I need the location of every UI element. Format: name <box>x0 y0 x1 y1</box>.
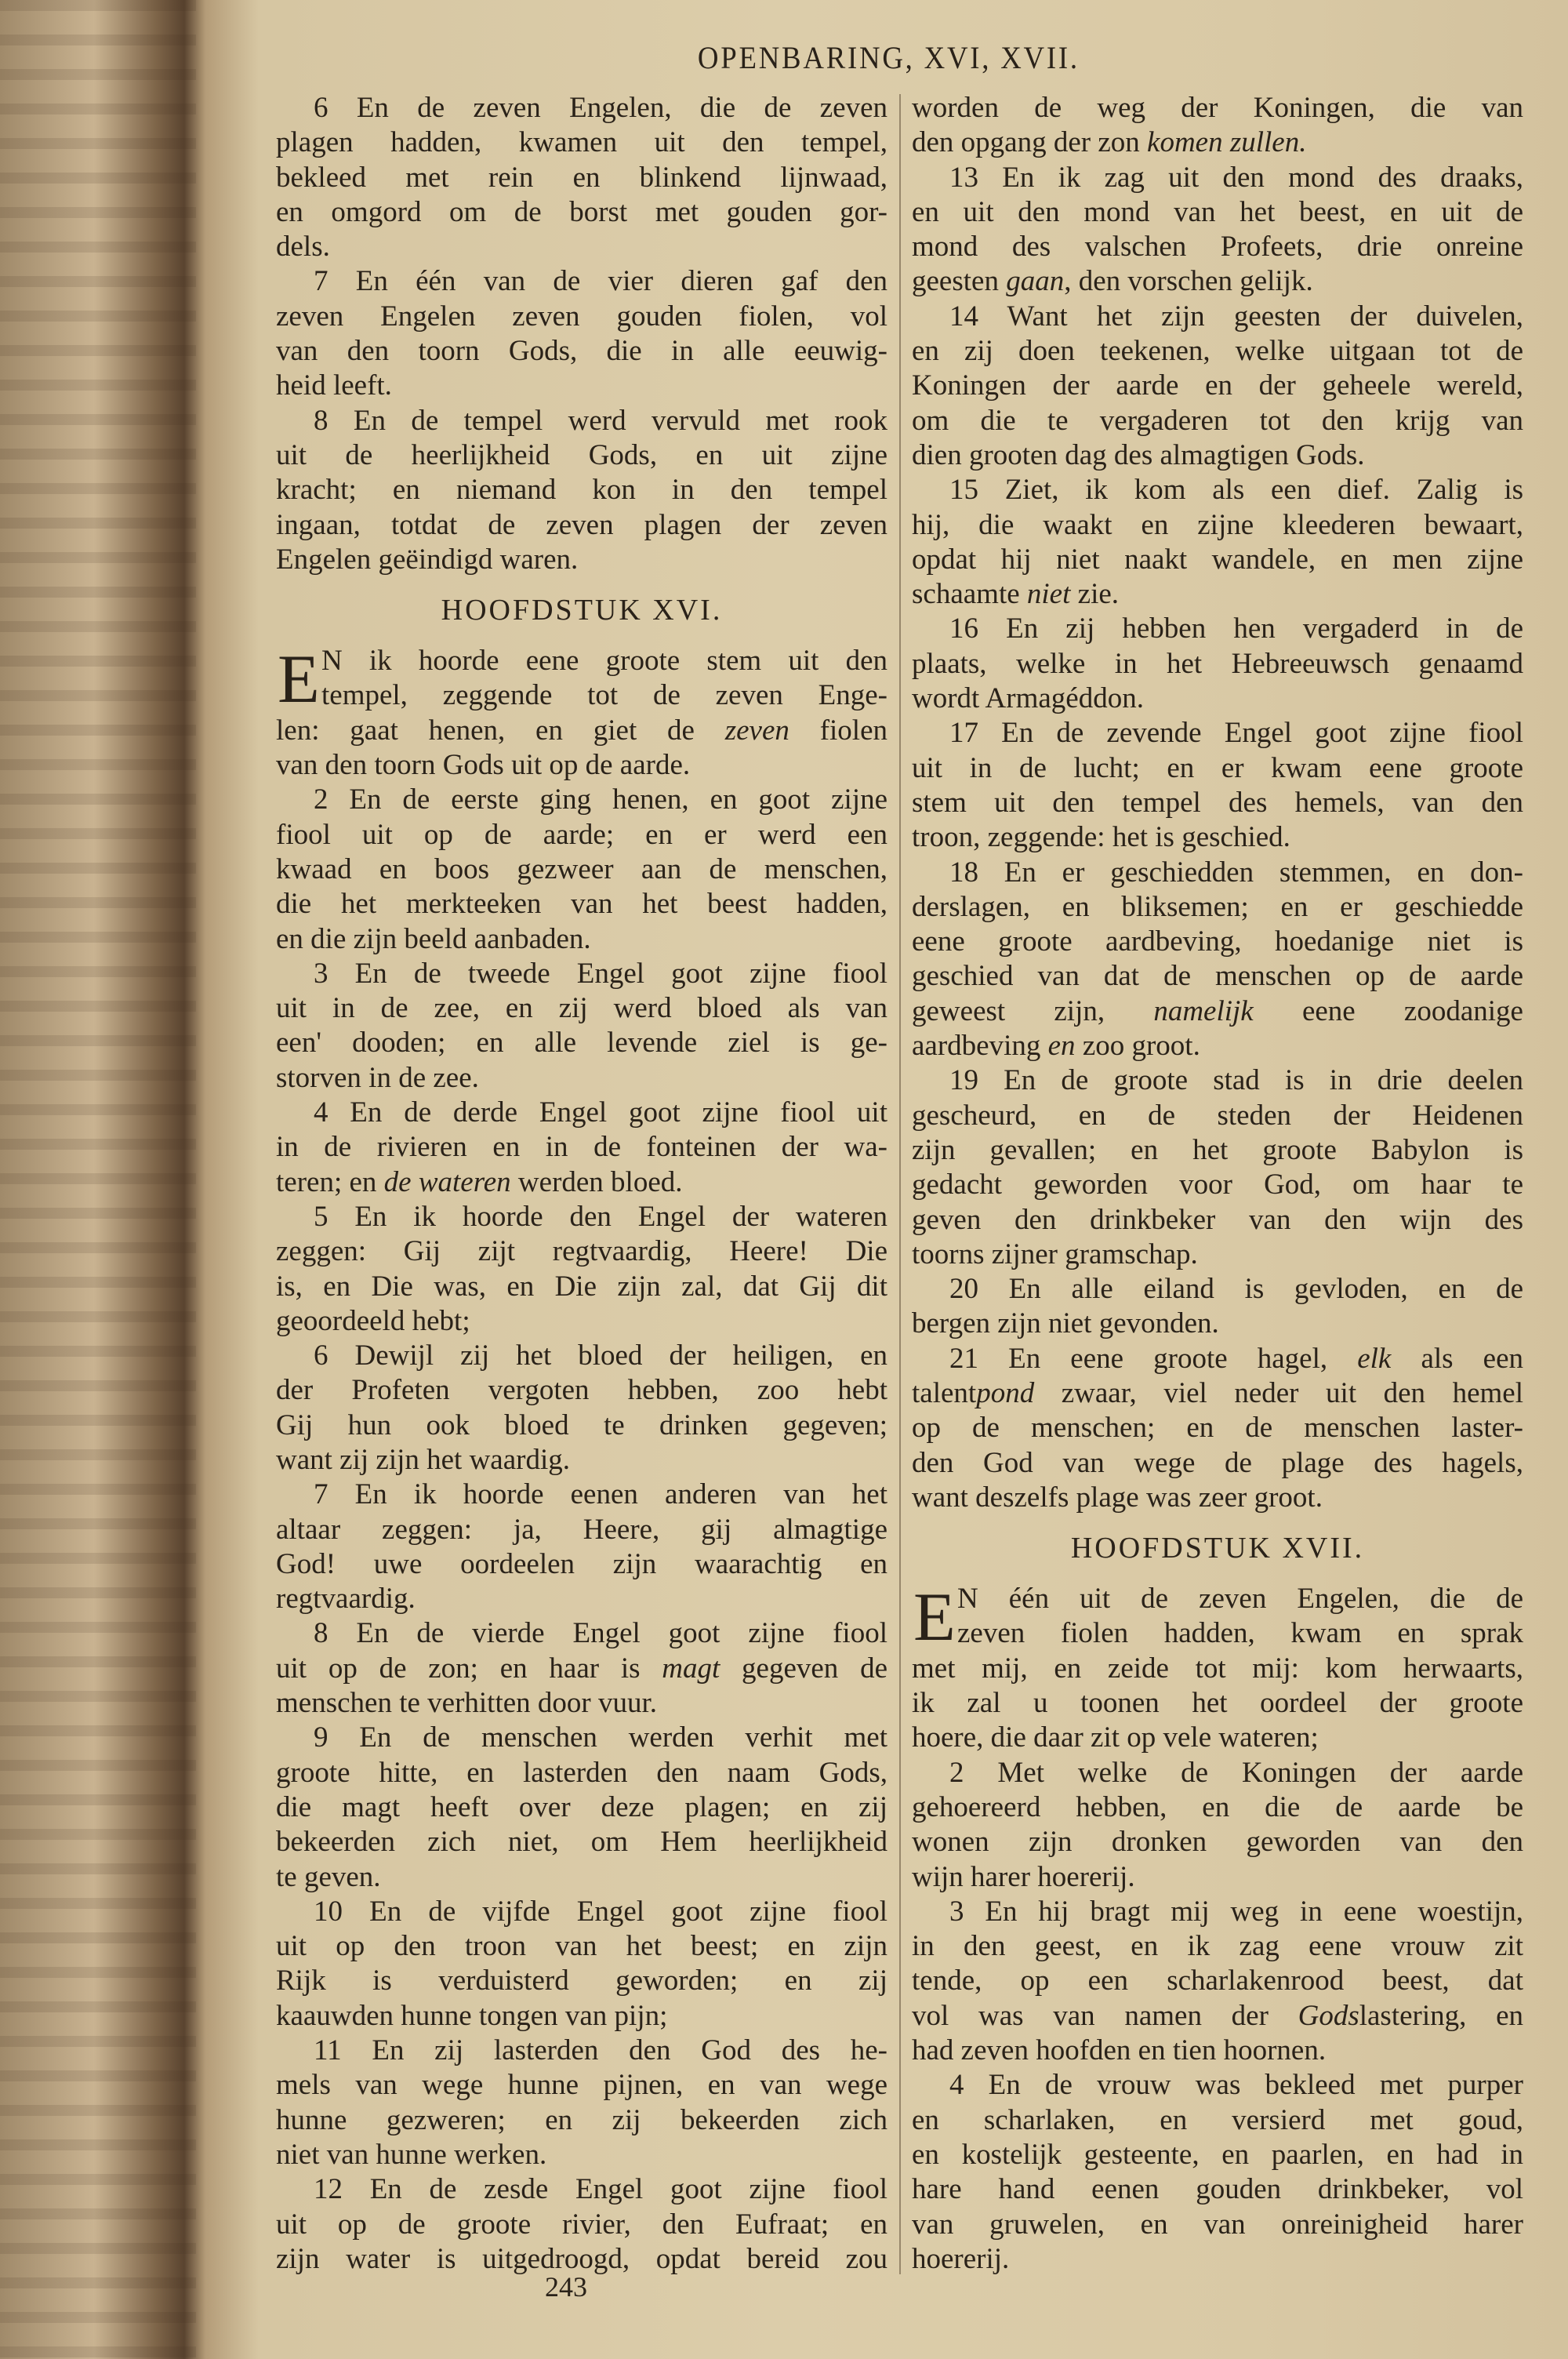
verse-paragraph <box>912 716 1523 855</box>
text-line: heid leeft. <box>276 369 392 402</box>
text-line: 17 En de zevende Engel goot zijne fiool <box>949 717 1523 750</box>
text-line: den God van wege de plage des hagels, <box>912 1446 1523 1479</box>
verse-paragraph <box>912 300 1523 473</box>
text-line: tempel, zeggende tot de zeven Enge- <box>321 679 887 712</box>
text-line: uit de heerlijkheid Gods, en uit zijne <box>276 438 887 471</box>
text-line: geschied van dat de menschen op de aarde <box>912 960 1523 993</box>
verse-paragraph <box>912 1272 1523 1342</box>
text-line: niet van hunne werken. <box>276 2138 547 2171</box>
text-line: ik zal u toonen het oordeel der groote <box>912 1687 1523 1720</box>
verse-paragraph <box>912 1579 1523 1755</box>
verse-paragraph <box>912 1756 1523 1895</box>
text-line: bekeerden zich niet, om Hem heerlijkheid <box>276 1826 887 1859</box>
text-line: menschen te verhitten door vuur. <box>276 1687 658 1720</box>
text-line: in de rivieren en in de fonteinen der wa- <box>276 1131 887 1164</box>
text-line: 10 En de vijfde Engel goot zijne fiool <box>314 1895 887 1928</box>
verse-paragraph <box>276 957 887 1096</box>
text-line: dien grooten dag des almagtigen Gods. <box>912 438 1365 471</box>
text-line: talentpond zwaar, viel neder uit den hemel <box>912 1376 1523 1409</box>
verse-paragraph <box>912 91 1523 161</box>
text-line: stem uit den tempel des hemels, van den <box>912 786 1523 819</box>
text-line: 2 Met welke de Koningen der aarde <box>949 1756 1523 1789</box>
verse-paragraph <box>276 644 887 783</box>
verse-paragraph <box>276 1339 887 1478</box>
page-number: 243 <box>545 2271 587 2303</box>
text-line: hare hand eenen gouden drinkbeker, vol <box>912 2173 1523 2206</box>
verse-paragraph <box>276 1200 887 1339</box>
text-line: en zij doen teekenen, welke uitgaan tot de <box>912 335 1523 368</box>
text-line: 15 Ziet, ik kom als een dief. Zalig is <box>949 474 1523 507</box>
text-line: tende, op een scharlakenrood beest, dat <box>912 1965 1523 1997</box>
verse-paragraph <box>276 1096 887 1200</box>
text-line: gescheurd, en de steden der Heidenen <box>912 1099 1523 1132</box>
adjacent-page-edge <box>0 0 196 2359</box>
text-line: die magt heeft over deze plagen; en zij <box>276 1790 887 1823</box>
text-line: derslagen, en bliksemen; en er geschiedde <box>912 890 1523 923</box>
text-line: 11 En zij lasterden den God des he- <box>314 2034 887 2067</box>
italic-text: komen zullen. <box>1147 126 1307 159</box>
text-line: aardbeving en zoo groot. <box>912 1030 1200 1063</box>
text-line: worden de weg der Koningen, die van <box>912 92 1523 124</box>
text-line: gehoereerd hebben, en die de aarde be <box>912 1790 1523 1823</box>
text-line: in den geest, en ik zag eene vrouw zit <box>912 1930 1523 1963</box>
text-line: hunne gezweren; en zij bekeerden zich <box>276 2103 887 2136</box>
verse-paragraph <box>912 1342 1523 1515</box>
text-line: is, en Die was, en Die zijn zal, dat Gij dit <box>276 1270 887 1303</box>
text-line: regtvaardig. <box>276 1583 416 1616</box>
text-line: Gij hun ook bloed te drinken gegeven; <box>276 1408 887 1441</box>
text-line: mond des valschen Profeets, drie onreine <box>912 231 1523 264</box>
text-line: toorns zijner gramschap. <box>912 1238 1198 1270</box>
text-line: en scharlaken, en versierd met goud, <box>912 2103 1523 2136</box>
text-line: ingaan, totdat de zeven plagen der zeven <box>276 508 887 541</box>
text-line: 18 En er geschiedden stemmen, en don- <box>949 856 1523 889</box>
text-line: 7 En één van de vier dieren gaf den <box>314 265 887 298</box>
text-line: der Profeten vergoten hebben, zoo hebt <box>276 1374 887 1407</box>
text-line: storven in de zee. <box>276 1061 479 1094</box>
verse-paragraph <box>276 2034 887 2172</box>
verse-paragraph <box>276 91 887 264</box>
verse-paragraph <box>276 404 887 577</box>
verse-paragraph <box>276 783 887 956</box>
text-line: zijn water is uitgedroogd, opdat bereid zou <box>276 2242 887 2275</box>
text-line: Koningen der aarde en der geheele wereld, <box>912 369 1523 402</box>
text-line: 19 En de groote stad is in drie deelen <box>949 1064 1523 1097</box>
italic-text: zeven <box>724 714 789 747</box>
text-line: uit op de zon; en haar is magt gegeven de <box>276 1652 887 1685</box>
text-line: geweest zijn, namelijk eene zoodanige <box>912 994 1523 1027</box>
text-line: mels van wege hunne pijnen, en van wege <box>276 2069 887 2102</box>
text-line: en die zijn beeld aanbaden. <box>276 922 591 955</box>
text-line: N ik hoorde eene groote stem uit den <box>321 645 887 678</box>
text-line: geven den drinkbeker van den wijn des <box>912 1203 1523 1236</box>
text-line: had zeven hoofden en tien hoornen. <box>912 2034 1327 2067</box>
text-line: opdat hij niet naakt wandele, en men zijne <box>912 543 1523 576</box>
text-line: troon, zeggende: het is geschied. <box>912 821 1290 854</box>
text-line: schaamte niet zie. <box>912 578 1120 611</box>
text-line: en kostelijk gesteente, en paarlen, en had in <box>912 2138 1523 2171</box>
italic-text: niet <box>1026 578 1071 611</box>
text-line: 8 En de vierde Engel goot zijne fiool <box>314 1617 887 1650</box>
text-line: Engelen geëindigd waren. <box>276 543 579 576</box>
text-line: gedacht geworden voor God, om haar te <box>912 1169 1523 1201</box>
text-line: kracht; en niemand kon in den tempel <box>276 474 887 507</box>
right-column <box>912 91 1523 2277</box>
verse-paragraph <box>276 264 887 403</box>
text-line: den opgang der zon komen zullen. <box>912 126 1307 159</box>
text-line: vol was van namen der Godslastering, en <box>912 1999 1523 2032</box>
text-line: 7 En ik hoorde eenen anderen van het <box>314 1478 887 1511</box>
drop-cap: E <box>913 1579 956 1656</box>
text-line: uit op de groote rivier, den Eufraat; en <box>276 2208 887 2241</box>
text-line: 13 En ik zag uit den mond des draaks, <box>949 161 1523 194</box>
text-line: 8 En de tempel werd vervuld met rook <box>314 404 887 437</box>
text-line: van den toorn Gods, die in alle eeuwig- <box>276 335 887 368</box>
column-divider <box>899 94 901 2274</box>
text-line: 14 Want het zijn geesten der duivelen, <box>949 300 1523 333</box>
text-line: 16 En zij hebben hen vergaderd in de <box>949 612 1523 645</box>
text-line: 20 En alle eiland is gevloden, en de <box>949 1273 1523 1306</box>
text-line: 4 En de vrouw was bekleed met purper <box>949 2069 1523 2102</box>
chapter-heading: HOOFDSTUK XVI. <box>441 594 723 627</box>
text-line: op de menschen; en de menschen laster- <box>912 1412 1523 1445</box>
text-line: een' dooden; en alle levende ziel is ge- <box>276 1027 887 1060</box>
text-line: God! uwe oordeelen zijn waarachtig en <box>276 1547 887 1580</box>
text-line: want zij zijn het waardig. <box>276 1443 571 1476</box>
italic-text: pond <box>976 1376 1035 1409</box>
text-line: len: gaat henen, en giet de zeven fiolen <box>276 714 887 747</box>
verse-paragraph <box>912 856 1523 1064</box>
verse-paragraph <box>276 1895 887 2034</box>
text-line: bekleed met rein en blinkend lijnwaad, <box>276 161 887 194</box>
text-line: met mij, en zeide tot mij: kom herwaarts, <box>912 1652 1523 1685</box>
text-line: eene groote aardbeving, hoedanige niet is <box>912 925 1523 958</box>
text-line: 6 En de zeven Engelen, die de zeven <box>314 92 887 124</box>
text-line: 5 En ik hoorde den Engel der wateren <box>314 1200 887 1233</box>
text-line: groote hitte, en lasterden den naam Gods, <box>276 1756 887 1789</box>
italic-text: en <box>1047 1030 1076 1063</box>
verse-paragraph <box>276 2172 887 2277</box>
text-line: kaauwden hunne tongen van pijn; <box>276 1999 668 2032</box>
text-line: 4 En de derde Engel goot zijne fiool uit <box>314 1096 887 1129</box>
text-line: om die te vergaderen tot den krijg van <box>912 404 1523 437</box>
text-line: dels. <box>276 231 330 264</box>
italic-text: Gods <box>1298 1999 1359 2032</box>
text-line: plaats, welke in het Hebreeuwsch genaamd <box>912 647 1523 680</box>
italic-text: gaan <box>1006 265 1065 298</box>
text-line: wijn harer hoererij. <box>912 1860 1135 1893</box>
drop-cap: E <box>278 642 320 718</box>
verse-paragraph <box>912 473 1523 612</box>
verse-paragraph <box>276 1721 887 1894</box>
chapter-heading: HOOFDSTUK XVII. <box>1070 1532 1365 1565</box>
text-line: want deszelfs plage was zeer groot. <box>912 1481 1323 1514</box>
verse-paragraph <box>912 1063 1523 1272</box>
text-line: zeggen: Gij zijt regtvaardig, Heere! Die <box>276 1235 887 1268</box>
text-line: hoere, die daar zit op vele wateren; <box>912 1721 1319 1754</box>
text-line: hij, die waakt en zijne kleederen bewaart, <box>912 508 1523 541</box>
text-line: 3 En de tweede Engel goot zijne fiool <box>314 957 887 990</box>
text-line: van den toorn Gods uit op de aarde. <box>276 749 691 782</box>
text-line: fiool uit op de aarde; en er werd een <box>276 818 887 851</box>
italic-text: de wateren <box>383 1165 511 1198</box>
italic-text: namelijk <box>1153 994 1254 1027</box>
verse-paragraph <box>912 1895 1523 2068</box>
text-line: 6 Dewijl zij het bloed der heiligen, en <box>314 1339 887 1372</box>
text-line: 3 En hij bragt mij weg in eene woestijn, <box>949 1895 1523 1928</box>
running-head: OPENBARING, XVI, XVII. <box>697 40 1080 75</box>
text-line: hoererij. <box>912 2242 1010 2275</box>
left-column <box>276 91 887 2277</box>
text-line: kwaad en boos gezweer aan de menschen, <box>276 852 887 885</box>
text-line: 2 En de eerste ging henen, en goot zijne <box>314 783 887 816</box>
verse-paragraph <box>912 2068 1523 2277</box>
text-line: geesten gaan, den vorschen gelijk. <box>912 265 1313 298</box>
text-line: zeven fiolen hadden, kwam en sprak <box>957 1617 1523 1650</box>
text-line: geoordeeld hebt; <box>276 1304 470 1337</box>
text-line: uit in de zee, en zij werd bloed als van <box>276 992 887 1025</box>
verse-paragraph <box>912 161 1523 300</box>
text-line: uit op den troon van het beest; en zijn <box>276 1930 887 1963</box>
text-line: teren; en de wateren werden bloed. <box>276 1165 683 1198</box>
text-line: altaar zeggen: ja, Heere, gij almagtige <box>276 1513 887 1546</box>
text-line: zeven Engelen zeven gouden fiolen, vol <box>276 300 887 333</box>
text-line: plagen hadden, kwamen uit den tempel, <box>276 126 887 159</box>
text-line: die het merkteeken van het beest hadden, <box>276 888 887 921</box>
text-line: 9 En de menschen werden verhit met <box>314 1721 887 1754</box>
verse-paragraph <box>276 1478 887 1616</box>
text-line: Rijk is verduisterd geworden; en zij <box>276 1965 887 1997</box>
text-line: en omgord om de borst met gouden gor- <box>276 195 887 228</box>
text-line: N één uit de zeven Engelen, die de <box>957 1583 1523 1616</box>
verse-paragraph <box>912 612 1523 716</box>
verse-paragraph <box>276 1616 887 1721</box>
text-line: bergen zijn niet gevonden. <box>912 1307 1219 1340</box>
text-line: wordt Armagéddon. <box>912 682 1144 715</box>
text-line: 21 En eene groote hagel, elk als een <box>949 1342 1523 1375</box>
text-line: en uit den mond van het beest, en uit de <box>912 195 1523 228</box>
text-line: 12 En de zesde Engel goot zijne fiool <box>314 2173 887 2206</box>
text-line: zijn gevallen; en het groote Babylon is <box>912 1133 1523 1166</box>
text-line: van gruwelen, en van onreinigheid harer <box>912 2208 1523 2241</box>
italic-text: magt <box>662 1652 720 1685</box>
text-line: uit in de lucht; en er kwam eene groote <box>912 751 1523 784</box>
text-line: wonen zijn dronken geworden van den <box>912 1826 1523 1859</box>
text-line: te geven. <box>276 1860 381 1893</box>
italic-text: elk <box>1357 1342 1392 1375</box>
